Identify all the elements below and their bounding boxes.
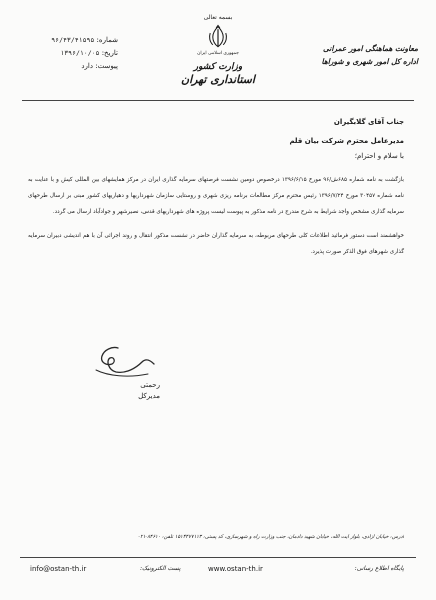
recipient-title: مدیرعامل محترم شرکت بیان قلم <box>289 137 404 145</box>
governorate-name: استانداری تهران <box>181 73 255 86</box>
letterhead-right <box>298 42 418 68</box>
greeting: با سلام و احترام؛ <box>354 152 404 160</box>
letter-attachment-value: دارد <box>81 62 93 70</box>
letter-number-label: شماره: <box>96 36 118 44</box>
recipient: جناب آقای گلابگیران <box>333 118 404 126</box>
signatory-name: رحمتی <box>140 381 160 389</box>
footer-email-label: پست الکترونیک: <box>140 565 181 572</box>
letter-date-label: تاریخ: <box>101 49 118 57</box>
ministry-name: وزارت کشور <box>193 62 243 72</box>
letter-metadata <box>26 34 118 73</box>
letter-date-value: ۱۳۹۶/۱۰/۰۵ <box>60 49 100 57</box>
iran-emblem-icon <box>205 24 231 50</box>
body-paragraph-2: خواهشمند است دستور فرمائید اطلاعات کلی طرحهای مربوطه، به سرمایه گذاران حاضر در نشست مذکور انتقال و روند اجرائی آن با هم اندیشی دبیران سرمایه گذاری شهرهای فوق الذکر صورت پذیرد. <box>28 233 404 255</box>
header-divider <box>22 100 414 101</box>
body-paragraph-1: بازگشت به نامه شماره ۶۸۵ش/۹۶ مورخ ۱۳۹۶/۶/۱۵ درخصوص دومین نشست فرصتهای سرمایه گذاری ایران در مرکز همایشهای بین المللی کیش و با عنایت به نامه شماره ۳۰۴۵۷ مورخ ۱۳۹۶/۷/۲۴ رئیس محترم مرکز مطالعات برنامه ریزی شهری و روستایی سازمان شهرداریها و دهیاریهای کشور مبنی بر ارسال طرحهای سرمایه گذاری مشخص واجد شرایط به شرح مندرج در نامه مذکور به پیوست لیست پروژه های شهرداریهای قدس، نصیرشهر و جوادآباد ارسال می گردد. <box>28 177 404 215</box>
basmala: بسمه تعالی <box>203 14 233 21</box>
footer-website-label: پایگاه اطلاع رسانی: <box>354 565 404 572</box>
footer-website: www.ostan-th.ir <box>208 565 263 573</box>
footer-address: آدرس: خیابان آزادی، بلوار آیت الله، خیابان شهید دادمان، جنب وزارت راه و شهرسازی، کد پستی: ۱۵۱۴۴۷۷۱۱۳ تلفن: ۸۴۶۱۰-۰۲۱ <box>137 534 404 540</box>
letter-attachment <box>26 60 118 73</box>
letter-attachment-label: پیوست: <box>95 62 118 70</box>
letter-number <box>26 34 118 47</box>
department-name: اداره کل امور شهری و شوراها <box>321 57 418 66</box>
footer-divider <box>20 557 416 558</box>
handwritten-signature <box>56 340 176 382</box>
footer-email: info@ostan-th.ir <box>30 565 87 573</box>
emblem-caption: جمهوری اسلامی ایران <box>197 51 239 56</box>
letter-number-value: ۹۶/۴۳/۴۱۵۹۵ <box>51 36 95 44</box>
letter-date <box>26 47 118 60</box>
signatory-title: مدیرکل <box>138 392 160 400</box>
letterhead-center <box>168 14 268 87</box>
deputy-name: معاونت هماهنگی امور عمرانی <box>323 44 418 53</box>
